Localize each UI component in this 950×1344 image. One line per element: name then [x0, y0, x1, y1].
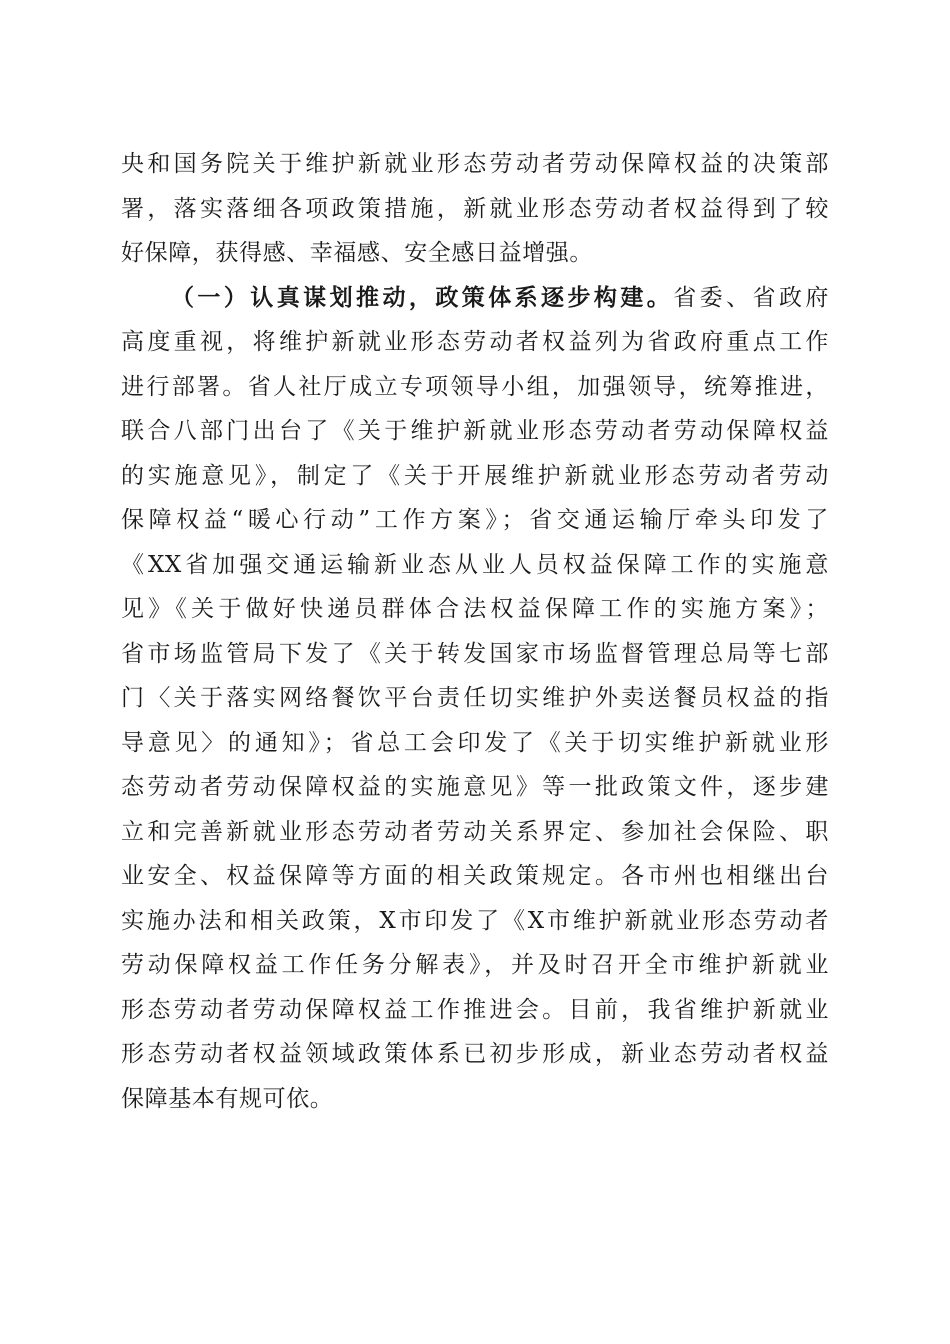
text-line: 保障基本有规可依。	[121, 1085, 334, 1112]
paragraph-1	[121, 142, 829, 276]
text-line: 形态劳动者权益领域政策体系已初步形成，新业态劳动者权益	[121, 1041, 829, 1067]
text-line: 形态劳动者劳动保障权益工作推进会。目前，我省维护新就业	[121, 996, 829, 1023]
text-line: 联合八部门出台了《关于维护新就业形态劳动者劳动保障权益	[121, 418, 829, 444]
text-line: 好保障，获得感、幸福感、安全感日益增强。	[121, 240, 593, 266]
heading-line-rest: 省委、省政府	[673, 284, 829, 311]
text-line: 实施办法和相关政策，X市印发了《X市维护新就业形态劳动者	[121, 907, 829, 934]
section-heading: （一）认真谋划推动，政策体系逐步构建。	[171, 283, 674, 311]
text-line: 立和完善新就业形态劳动者劳动关系界定、参加社会保险、职	[121, 818, 829, 845]
text-line	[121, 276, 829, 321]
text-line: 业安全、权益保障等方面的相关政策规定。各市州也相继出台	[121, 863, 829, 889]
text-line: 保障权益“暖心行动”工作方案》；省交通运输厅牵头印发了	[121, 507, 829, 533]
text-line: 《XX省加强交通运输新业态从业人员权益保障工作的实施意	[121, 551, 829, 578]
text-line: 署，落实落细各项政策措施，新就业形态劳动者权益得到了较	[121, 195, 829, 222]
text-line: 高度重视，将维护新就业形态劳动者权益列为省政府重点工作	[121, 329, 829, 355]
text-line: 劳动保障权益工作任务分解表》，并及时召开全市维护新就业	[121, 952, 829, 978]
text-line: 导意见〉的通知》；省总工会印发了《关于切实维护新就业形	[121, 729, 829, 756]
text-line: 省市场监管局下发了《关于转发国家市场监督管理总局等七部	[121, 640, 829, 667]
body-text	[121, 142, 829, 1121]
text-line: 进行部署。省人社厅成立专项领导小组，加强领导，统筹推进，	[121, 373, 829, 400]
paragraph-2	[121, 276, 829, 1122]
text-line: 见》《关于做好快递员群体合法权益保障工作的实施方案》；	[121, 596, 829, 622]
text-line: 态劳动者劳动保障权益的实施意见》等一批政策文件，逐步建	[121, 774, 829, 800]
text-line: 央和国务院关于维护新就业形态劳动者劳动保障权益的决策部	[121, 151, 829, 177]
text-line: 的实施意见》，制定了《关于开展维护新就业形态劳动者劳动	[121, 462, 829, 489]
text-line: 门〈关于落实网络餐饮平台责任切实维护外卖送餐员权益的指	[121, 685, 829, 711]
